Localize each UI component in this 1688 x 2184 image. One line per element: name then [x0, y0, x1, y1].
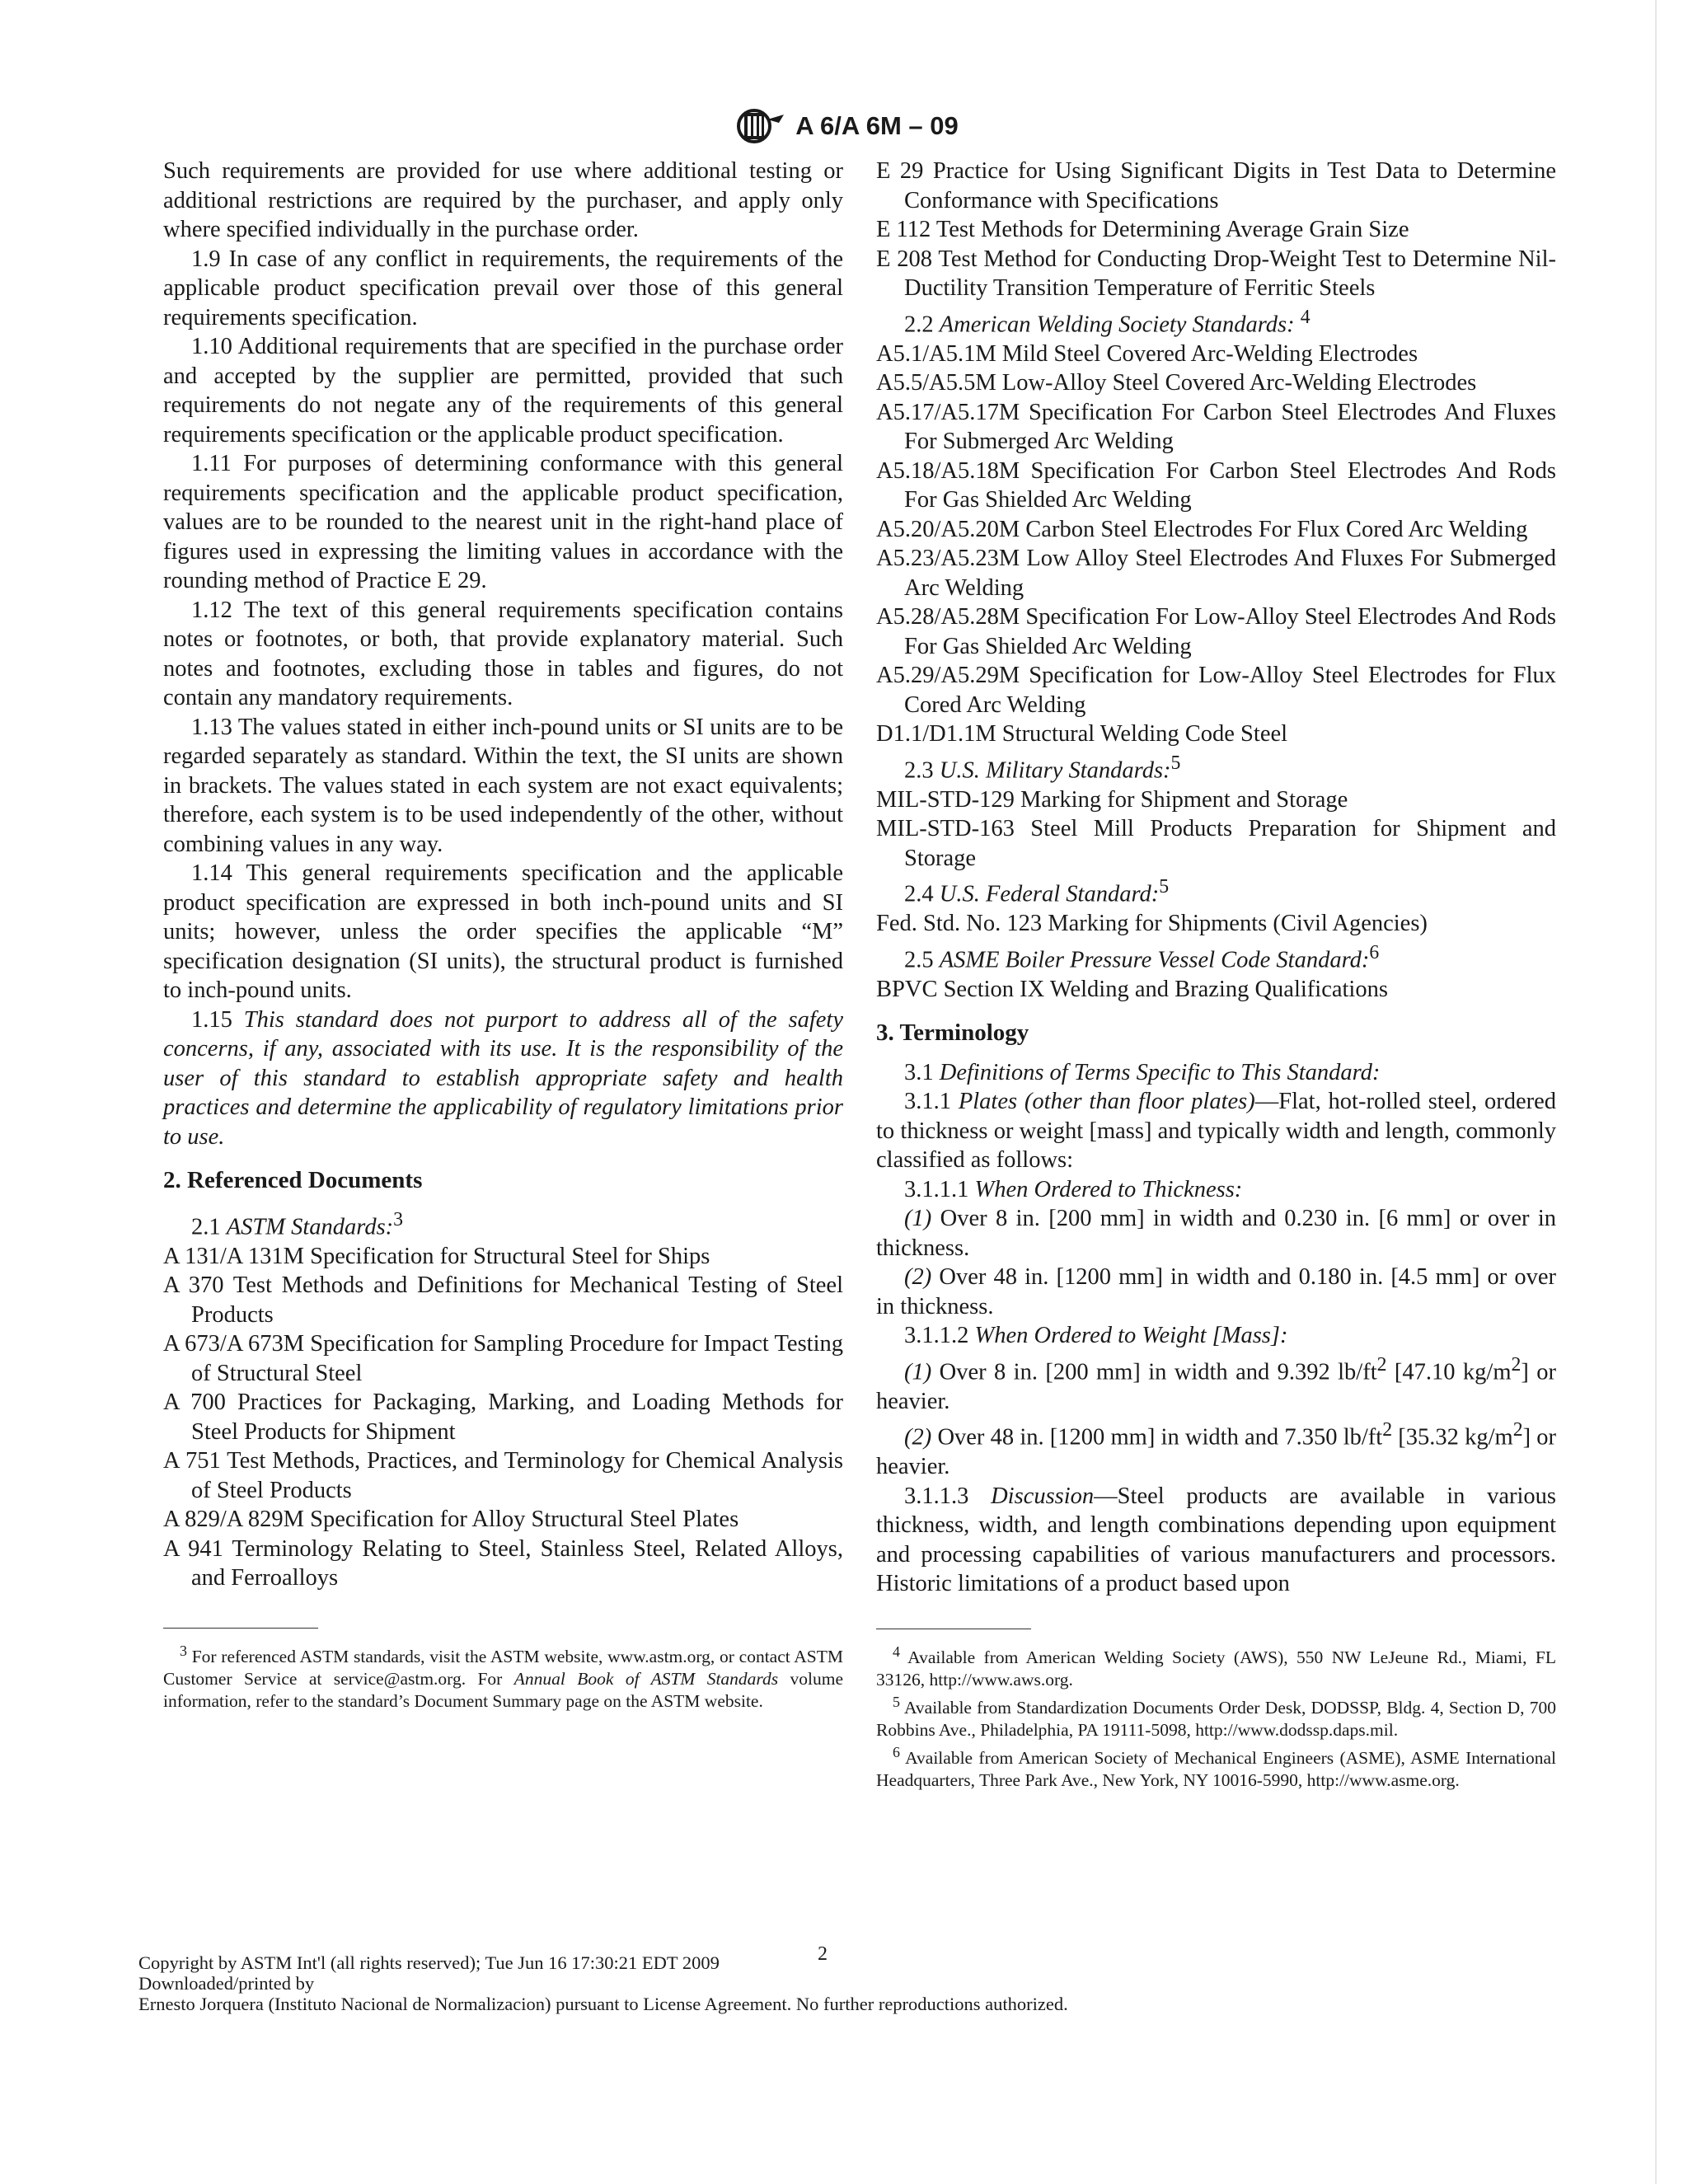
weight-item-2: [876, 1416, 1556, 1482]
footnote-5: [876, 1691, 1556, 1741]
astm-reference-list: [163, 1242, 843, 1593]
subsection-number: 3.1.1.1: [904, 1176, 969, 1202]
thickness-item-2: [876, 1263, 1556, 1321]
scan-edge: [1655, 0, 1657, 2184]
definition-text: —Steel products are available in various thickness, width, and length combinations depending upon equipment and processing capabilities of various manufacturers and processors. Historic limitations of a product based upon: [876, 1483, 1556, 1596]
subsection-label: Definitions of Terms Specific to This Standard:: [939, 1059, 1381, 1085]
subsection-number: 3.1: [904, 1059, 934, 1085]
footnote-divider: [163, 1628, 318, 1629]
page-header: [0, 103, 1688, 149]
subsection-2-5: [876, 939, 1556, 975]
paragraph-1-15: [163, 1005, 843, 1152]
paragraph-1-9: 1.9 In case of any conflict in requirements, the requirements of the applicable product specification prevail over those of this general requirements specification.: [163, 246, 843, 330]
left-column: [163, 157, 843, 1713]
reference-item: A 700 Practices for Packaging, Marking, and Loading Methods for Steel Products for Shipment: [163, 1390, 843, 1445]
astm-logo-icon: [729, 103, 789, 149]
footnote-text: Available from American Society of Mechanical Engineers (ASME), ASME International Headquarters, Three Park Ave., New York, NY 10016-5990, http://www.asme.org.: [876, 1747, 1556, 1790]
subsection-label: When Ordered to Thickness:: [974, 1176, 1243, 1202]
weight-item-1: [876, 1351, 1556, 1417]
superscript: 2: [1382, 1419, 1393, 1441]
footnote-3: [163, 1640, 843, 1713]
reference-item: A5.23/A5.23M Low Alloy Steel Electrodes And Fluxes For Submerged Arc Welding: [876, 546, 1556, 601]
reference-item: A5.18/A5.18M Specification For Carbon Steel Electrodes And Rods For Gas Shielded Arc Welding: [876, 457, 1556, 513]
footnote-italic: Annual Book of ASTM Standards: [513, 1668, 779, 1689]
footnote-text: For referenced ASTM standards, visit the ASTM website, www.astm.org, or contact ASTM Customer Service at service@astm.org. For: [163, 1646, 843, 1689]
subsection-2-4: [876, 873, 1556, 909]
subsection-label: When Ordered to Weight [Mass]:: [974, 1323, 1288, 1348]
copyright-footer: [138, 1952, 1068, 2014]
item-number: (2): [904, 1424, 932, 1451]
reference-item: A 370 Test Methods and Definitions for Mechanical Testing of Steel Products: [163, 1272, 843, 1328]
footnote-text: Available from Standardization Documents Order Desk, DODSSP, Bldg. 4, Section D, 700 Robbins Ave., Philadelphia, PA 19111-5098, http://www.dodssp.daps.mil.: [876, 1697, 1556, 1740]
item-text: ] or heavier.: [876, 1359, 1557, 1414]
page-number: 2: [818, 1943, 828, 1965]
safety-caveat: This standard does not purport to address all of the safety concerns, if any, associated with its use. It is the responsibility of the user of this standard to establish appropriate safety and health practices and determine the applicability of regulatory limitations prior to use.: [163, 1006, 843, 1150]
footnote-ref: 5: [1170, 752, 1181, 774]
term: Plates (other than floor plates): [958, 1089, 1255, 1114]
item-text: Over 48 in. [1200 mm] in width and 7.350 lb/ft: [937, 1424, 1383, 1451]
footnote-text: volume information, refer to the standard’s Document Summary page on the ASTM website.: [163, 1668, 844, 1711]
paragraph-1-13: 1.13 The values stated in either inch-pound units or SI units are to be regarded separately as standard. Within the text, the SI units are shown in brackets. The values stated in each system are not exact equivalents; therefore, each system is to be used independently of the other, without combining values in any way.: [163, 714, 843, 857]
subsection-label: U.S. Military Standards:: [939, 757, 1171, 783]
item-number: (1): [904, 1359, 932, 1385]
reference-item: D1.1/D1.1M Structural Welding Code Steel: [876, 721, 1288, 747]
term: Discussion: [991, 1483, 1095, 1509]
superscript: 2: [1511, 1353, 1522, 1376]
section-3-heading: 3. Terminology: [876, 1019, 1029, 1046]
paragraph-1-8-continued: Such requirements are provided for use where additional testing or additional restrictions are required by the purchaser, and apply only where specified individually in the purchase order.: [163, 158, 843, 242]
superscript: 2: [1512, 1419, 1523, 1441]
item-number: (2): [904, 1264, 932, 1290]
definition-3-1-1: [876, 1087, 1556, 1175]
item-text: ] or heavier.: [876, 1424, 1556, 1479]
subsection-label: U.S. Federal Standard:: [939, 881, 1160, 907]
reference-item: A 131/A 131M Specification for Structural Steel for Ships: [163, 1243, 710, 1269]
subsection-number: 2.4: [904, 881, 934, 907]
reference-item: A5.17/A5.17M Specification For Carbon Steel Electrodes And Fluxes For Submerged Arc Welding: [876, 399, 1556, 454]
subsection-number: 2.3: [904, 757, 934, 783]
reference-item: BPVC Section IX Welding and Brazing Qualifications: [876, 976, 1388, 1002]
item-text: [47.10 kg/m: [1394, 1359, 1512, 1385]
footnote-ref: 6: [1369, 941, 1380, 963]
section-2-heading: 2. Referenced Documents: [163, 1167, 423, 1193]
subsection-number: 2.5: [904, 947, 934, 972]
reference-item: A5.28/A5.28M Specification For Low-Alloy Steel Electrodes And Rods For Gas Shielded Arc Welding: [876, 604, 1556, 659]
paragraph-1-11: 1.11 For purposes of determining conformance with this general requirements specification and the applicable product specification, values are to be rounded to the nearest unit in the right-hand place of figures used in expressing the limiting values in accordance with the rounding method of Practice E 29.: [163, 451, 843, 593]
thickness-item-1: [876, 1204, 1556, 1263]
subsection-2-3: [876, 749, 1556, 785]
item-text: [35.32 kg/m: [1398, 1424, 1513, 1451]
discussion-3-1-1-3: [876, 1482, 1556, 1599]
footnote-6: [876, 1741, 1556, 1792]
copyright-line: Copyright by ASTM Int'l (all rights reserved); Tue Jun 16 17:30:21 EDT 2009: [138, 1952, 720, 1973]
reference-item: A 829/A 829M Specification for Alloy Structural Steel Plates: [163, 1507, 739, 1532]
download-line: Downloaded/printed by: [138, 1973, 315, 1994]
subsection-number: 3.1.1: [904, 1089, 951, 1114]
footnote-ref: 4: [1300, 306, 1311, 328]
item-text: Over 8 in. [200 mm] in width and 0.230 in. [6 mm] or over in thickness.: [876, 1206, 1557, 1261]
item-text: Over 8 in. [200 mm] in width and 9.392 lb/ft: [939, 1359, 1377, 1385]
item-text: Over 48 in. [1200 mm] in width and 0.180 in. [4.5 mm] or over in thickness.: [876, 1264, 1557, 1319]
footnote-ref: 3: [393, 1208, 404, 1230]
subsection-3-1: [876, 1058, 1556, 1088]
reference-item: A 751 Test Methods, Practices, and Terminology for Chemical Analysis of Steel Products: [163, 1448, 843, 1503]
footnote-4: [876, 1641, 1556, 1691]
reference-item: A5.20/A5.20M Carbon Steel Electrodes For Flux Cored Arc Welding: [876, 516, 1528, 542]
subsection-label: ASME Boiler Pressure Vessel Code Standard:: [939, 947, 1370, 972]
subsection-3-1-1-1: [876, 1175, 1556, 1205]
paragraph-1-14: 1.14 This general requirements specification and the applicable product specification are expressed in both inch-pound units and SI units; however, unless the order specifies the applicable “M” specification designation (SI units), the structural product is furnished to inch-pound units.: [163, 860, 843, 1003]
right-column: [876, 157, 1556, 1792]
subsection-number: 2.1: [191, 1214, 221, 1240]
subsection-3-1-1-2: [876, 1321, 1556, 1351]
paragraph-1-10: 1.10 Additional requirements that are specified in the purchase order and accepted by the supplier are permitted, provided that such requirements do not negate any of the requirements of this general requirements specification or the applicable product specification.: [163, 334, 843, 448]
subsection-number: 3.1.1.3: [904, 1483, 969, 1509]
reference-item: E 29 Practice for Using Significant Digits in Test Data to Determine Conformance with Specifications: [876, 158, 1556, 213]
footnote-ref: 5: [1159, 876, 1170, 898]
subsection-number: 3.1.1.2: [904, 1323, 969, 1348]
reference-item: A5.5/A5.5M Low-Alloy Steel Covered Arc-Welding Electrodes: [876, 370, 1477, 396]
item-number: (1): [904, 1206, 932, 1231]
superscript: 2: [1376, 1353, 1387, 1376]
reference-item: E 208 Test Method for Conducting Drop-Weight Test to Determine Nil-Ductility Transition Temperature of Ferritic Steels: [876, 246, 1556, 301]
subsection-label: American Welding Society Standards:: [939, 312, 1295, 337]
standard-designation: A 6/A 6M – 09: [795, 111, 959, 140]
reference-item: A5.1/A5.1M Mild Steel Covered Arc-Welding Electrodes: [876, 340, 1418, 367]
footnote-marker: 3: [180, 1642, 187, 1659]
reference-item: A 673/A 673M Specification for Sampling Procedure for Impact Testing of Structural Steel: [163, 1331, 843, 1386]
footnote-marker: 6: [893, 1743, 900, 1760]
subsection-2-2: [876, 303, 1556, 340]
reference-item: E 112 Test Methods for Determining Average Grain Size: [876, 217, 1409, 242]
license-line: Ernesto Jorquera (Instituto Nacional de Normalizacion) pursuant to License Agreement. No further reproductions authorized.: [138, 1994, 1068, 2014]
subsection-number: 2.2: [904, 312, 934, 337]
paragraph-number: 1.15: [191, 1006, 232, 1033]
reference-item: MIL-STD-129 Marking for Shipment and Storage: [876, 786, 1348, 813]
subsection-2-1: [163, 1206, 843, 1242]
reference-item: A5.29/A5.29M Specification for Low-Alloy Steel Electrodes for Flux Cored Arc Welding: [876, 663, 1556, 718]
footnote-text: Available from American Welding Society (AWS), 550 NW LeJeune Rd., Miami, FL 33126, http://www.aws.org.: [876, 1647, 1556, 1690]
footnote-marker: 4: [893, 1643, 900, 1660]
definition-text: —Flat, hot-rolled steel, ordered to thickness or weight [mass] and typically width and length, commonly classified as follows:: [876, 1089, 1556, 1173]
reference-item: A 941 Terminology Relating to Steel, Stainless Steel, Related Alloys, and Ferroalloys: [163, 1535, 843, 1591]
paragraph-1-12: 1.12 The text of this general requirements specification contains notes or footnotes, or both, that provide explanatory material. Such notes and footnotes, excluding those in tables and figures, do not contain any mandatory requirements.: [163, 597, 843, 710]
reference-item: Fed. Std. No. 123 Marking for Shipments (Civil Agencies): [876, 911, 1428, 936]
reference-item: MIL-STD-163 Steel Mill Products Preparation for Shipment and Storage: [876, 816, 1556, 871]
footnote-marker: 5: [893, 1693, 900, 1710]
subsection-label: ASTM Standards:: [226, 1214, 394, 1240]
